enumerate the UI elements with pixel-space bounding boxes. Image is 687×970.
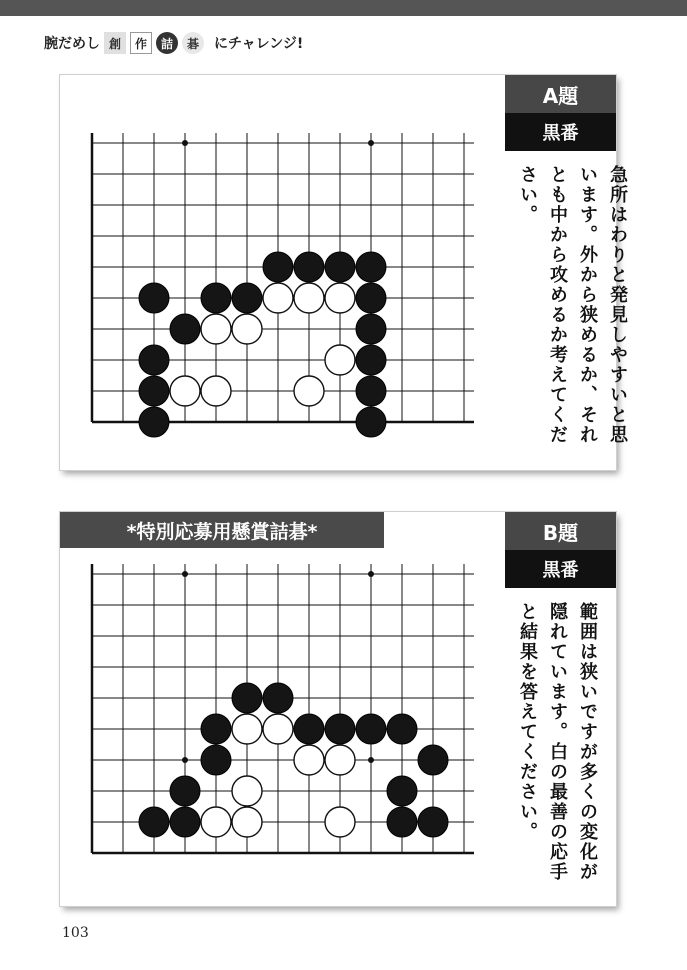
hoshi-point — [368, 140, 374, 146]
black-stone — [263, 252, 293, 282]
black-stone — [356, 252, 386, 282]
hoshi-point — [182, 571, 188, 577]
black-stone — [170, 807, 200, 837]
black-stone — [201, 745, 231, 775]
page-header — [44, 28, 303, 58]
problem-a-panel — [60, 75, 628, 470]
page-number: 103 — [62, 925, 89, 941]
white-stone — [325, 283, 355, 313]
hoshi-point — [368, 571, 374, 577]
go-board-a — [60, 75, 505, 470]
black-stone — [356, 714, 386, 744]
problem-b-banner: *特別応募用懸賞詰碁* — [60, 512, 384, 548]
header-char-2: 作 — [130, 32, 152, 54]
black-stone — [139, 345, 169, 375]
hoshi-point — [182, 140, 188, 146]
white-stone — [263, 283, 293, 313]
problem-b-panel — [60, 512, 616, 906]
black-stone — [387, 776, 417, 806]
black-stone — [232, 683, 262, 713]
white-stone — [325, 807, 355, 837]
header-lead: 腕だめし — [44, 36, 100, 52]
black-stone — [387, 714, 417, 744]
header-char-1: 創 — [104, 32, 126, 54]
white-stone — [232, 314, 262, 344]
white-stone — [294, 376, 324, 406]
go-board-b — [60, 512, 505, 906]
black-stone — [418, 807, 448, 837]
black-stone — [263, 683, 293, 713]
black-stone — [170, 314, 200, 344]
white-stone — [263, 714, 293, 744]
black-stone — [356, 407, 386, 437]
black-stone — [356, 283, 386, 313]
header-char-4: 碁 — [182, 32, 204, 54]
black-stone — [294, 252, 324, 282]
white-stone — [201, 314, 231, 344]
black-stone — [325, 714, 355, 744]
black-stone — [232, 283, 262, 313]
black-stone — [325, 252, 355, 282]
problem-b-turn: 黒番 — [505, 550, 616, 588]
black-stone — [294, 714, 324, 744]
problem-a-text: 急所はわりと発見しやすいと思います。外から狭めるか、それとも中から攻めるか考えてください。 — [517, 165, 628, 445]
header-tail: にチャレンジ! — [214, 36, 304, 52]
black-stone — [387, 807, 417, 837]
black-stone — [139, 407, 169, 437]
black-stone — [170, 776, 200, 806]
white-stone — [232, 714, 262, 744]
top-bar — [0, 0, 687, 16]
problem-a-title: A題 — [505, 75, 616, 113]
hoshi-point — [368, 757, 374, 763]
white-stone — [294, 283, 324, 313]
white-stone — [294, 745, 324, 775]
hoshi-point — [182, 757, 188, 763]
problem-b-text: 範囲は狭いですが多くの変化が隠れています。白の最善の応手と結果を答えてください。 — [517, 602, 598, 882]
white-stone — [232, 807, 262, 837]
black-stone — [201, 283, 231, 313]
black-stone — [139, 807, 169, 837]
black-stone — [356, 376, 386, 406]
black-stone — [139, 283, 169, 313]
white-stone — [201, 376, 231, 406]
white-stone — [201, 807, 231, 837]
white-stone — [170, 376, 200, 406]
white-stone — [325, 345, 355, 375]
black-stone — [356, 345, 386, 375]
white-stone — [232, 776, 262, 806]
black-stone — [418, 745, 448, 775]
problem-b-title: B題 — [505, 512, 616, 550]
black-stone — [201, 714, 231, 744]
problem-a-turn: 黒番 — [505, 113, 616, 151]
black-stone — [356, 314, 386, 344]
header-char-3: 詰 — [156, 32, 178, 54]
white-stone — [325, 745, 355, 775]
black-stone — [139, 376, 169, 406]
